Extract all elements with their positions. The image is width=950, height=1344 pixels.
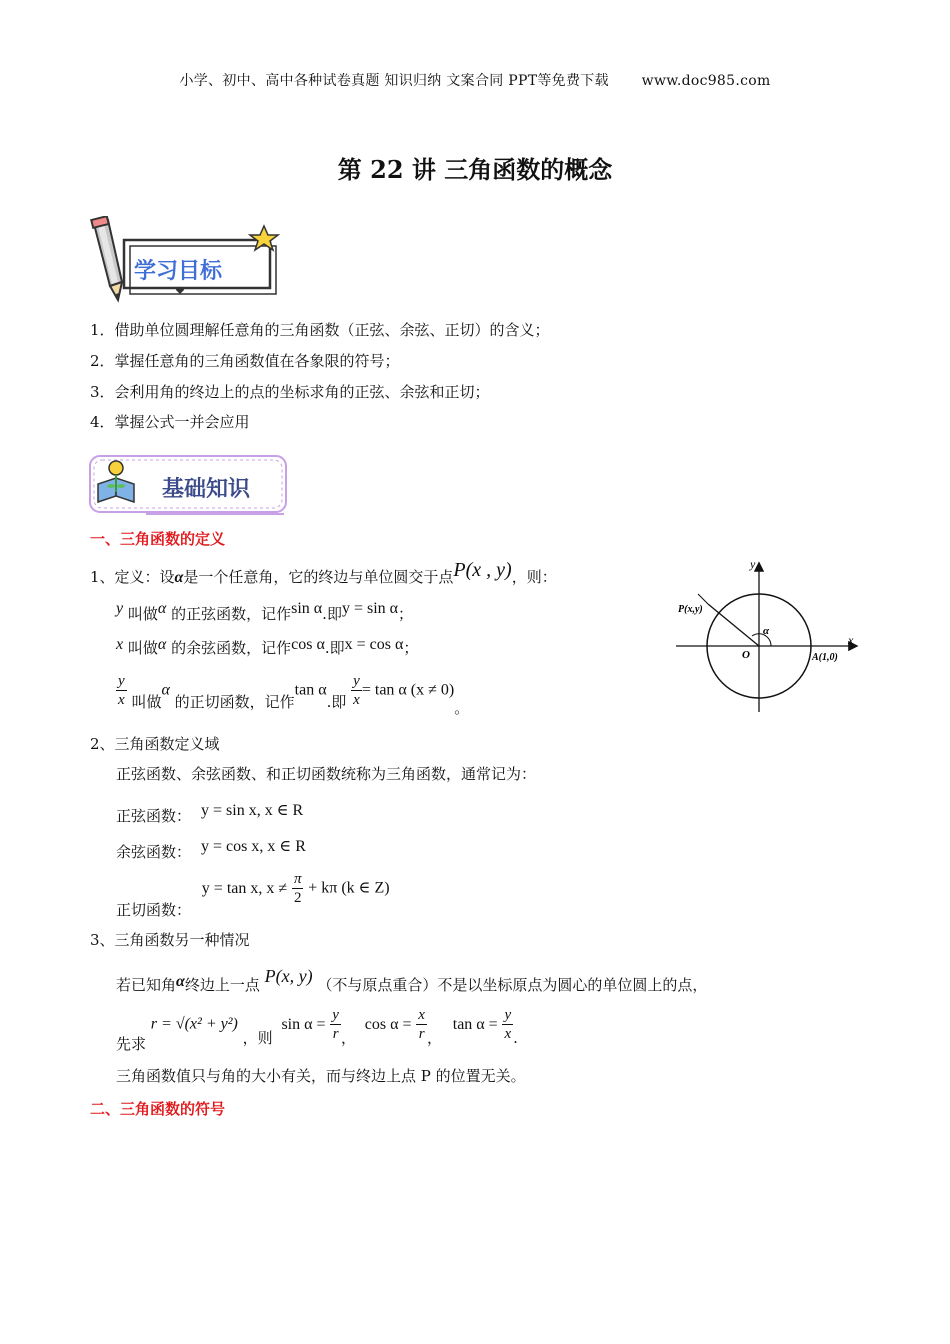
text: 叫做 [127,639,158,657]
text: ，则： [511,568,557,586]
point-p: P(x, y) [264,966,313,986]
tan-definition [116,672,470,717]
domain-heading: 2、三角函数定义域 [90,735,220,753]
sin-label: 正弦函数： [116,807,192,825]
denominator: x [353,692,360,708]
fraction-pi-over-2 [292,870,304,907]
alpha-symbol: α [157,600,167,617]
other-case-heading: 3、三角函数另一种情况 [90,931,250,949]
sin-ratio: sin α = [281,1015,326,1033]
tan-formula: = tan α (x ≠ 0) [361,681,455,699]
sin-definition [116,600,414,625]
point-a-label: A(1,0) [812,652,838,663]
var-y: y [116,600,124,617]
sin-formula: y = sin α [341,600,399,617]
text: ， [426,1028,442,1047]
tan-notation: tan α [294,681,327,699]
text: 叫做 [127,605,158,623]
fraction-y-over-x [502,1006,513,1043]
numerator: x [418,1007,425,1023]
r-formula: r = √(x² + y²) [150,1015,238,1033]
point-p-label: P(x,y) [678,604,703,615]
text: ， [340,1028,356,1047]
denominator: r [332,1026,339,1042]
terminal-side-ext [698,594,708,604]
heart-icon [176,287,184,294]
pencil-icon [91,216,122,300]
basics-badge-label: 基础知识 [162,477,251,502]
sin-domain [116,800,304,825]
unit-circle-diagram [670,556,870,716]
numerator: π [293,871,302,887]
tan-domain [116,870,390,919]
text: ； [398,605,414,623]
cos-label: 余弦函数： [116,843,192,861]
text: 叫做 [131,692,162,711]
text: 若已知角 [116,976,177,994]
numerator: y [332,1007,339,1023]
definition-line [90,559,557,588]
goals-badge-label: 学习目标 [134,259,223,284]
text: . [513,1028,518,1047]
text: 的正切函数，记作 [174,692,295,711]
tan-ratio: tan α = [452,1015,498,1033]
text: 1、定义：设 [90,568,175,586]
text: .即 [322,605,342,623]
independence-note: 三角函数值只与角的大小有关，而与终边上点 P 的位置无关。 [116,1067,526,1085]
point-p: P(x , y) [453,559,512,581]
section-heading-signs: 二、三角函数的符号 [90,1100,226,1118]
numerator: y [118,673,125,689]
terminal-side [708,604,759,646]
goals-badge [84,216,304,306]
denominator: r [418,1026,425,1042]
var-x: x [116,636,124,653]
fraction-x-over-r [416,1006,427,1043]
numerator: y [353,673,360,689]
text: （不与原点重合）不是以坐标原点为圆心的单位圆上的点， [317,976,708,994]
alpha-symbol: α [174,569,184,586]
goal-item: 4．掌握公式一并会应用 [90,413,250,431]
page-title: 第 22 讲 三角函数的概念 [337,155,613,184]
denominator: x [504,1026,512,1042]
alpha-symbol: α [157,636,167,653]
goal-item: 3．会利用角的终边上的点的坐标求角的正弦、余弦和正切； [90,383,490,401]
fraction-y-over-r [330,1006,341,1043]
text: 先求 [116,1034,147,1053]
ratio-formulas [116,1006,518,1053]
tan-domain-formula: y = tan x, x ≠ [201,879,288,897]
cos-formula: x = cos α [344,636,404,653]
header-text: 小学、初中、高中各种试卷真题 知识归纳 文案合同 PPT等免费下载 [179,73,609,89]
unit-circle-svg [670,556,870,716]
header-site[interactable]: www.doc985.com [641,73,771,89]
text: 的余弦函数，记作 [171,639,292,657]
alpha-symbol: α [176,973,185,990]
text: 的正弦函数，记作 [171,605,292,623]
basics-badge [86,452,296,522]
sin-notation: sin α [291,600,323,617]
fraction-y-over-x [351,672,362,709]
other-case-text [116,966,708,994]
cos-definition [116,638,418,659]
origin-label: O [742,649,750,661]
text: ； [403,639,419,657]
text: 终边上一点 [184,976,260,994]
x-label: x [848,633,854,647]
text: .即 [324,639,345,657]
cos-domain [116,836,306,861]
cos-ratio: cos α = [364,1015,412,1033]
domain-intro: 正弦函数、余弦函数、和正切函数统称为三角函数，通常记为： [116,765,537,783]
fraction-y-over-x [116,672,127,709]
page-header [0,70,950,90]
numerator: y [504,1007,512,1023]
tan-domain-formula-tail: + kπ (k ∈ Z) [308,879,390,897]
cos-notation: cos α [291,636,325,653]
denominator: x [118,692,125,708]
sin-domain-formula: y = sin x, x ∈ R [201,802,304,819]
y-label: y [750,557,756,571]
text: ，则 [242,1028,273,1047]
text: 是一个任意角，它的终边与单位圆交于点 [183,568,454,586]
alpha-symbol: α [161,681,170,699]
goal-item: 2．掌握任意角的三角函数值在各象限的符号； [90,352,400,370]
goal-item: 1．借助单位圆理解任意角的三角函数（正弦、余弦、正切）的含义； [90,321,550,339]
angle-label: α [763,625,770,637]
text: .即 [326,692,347,711]
text: 。 [454,698,470,717]
cos-domain-formula: y = cos x, x ∈ R [201,838,306,855]
denominator: 2 [293,890,302,906]
tan-label: 正切函数： [116,900,192,919]
section-heading-definition: 一、三角函数的定义 [90,530,226,548]
